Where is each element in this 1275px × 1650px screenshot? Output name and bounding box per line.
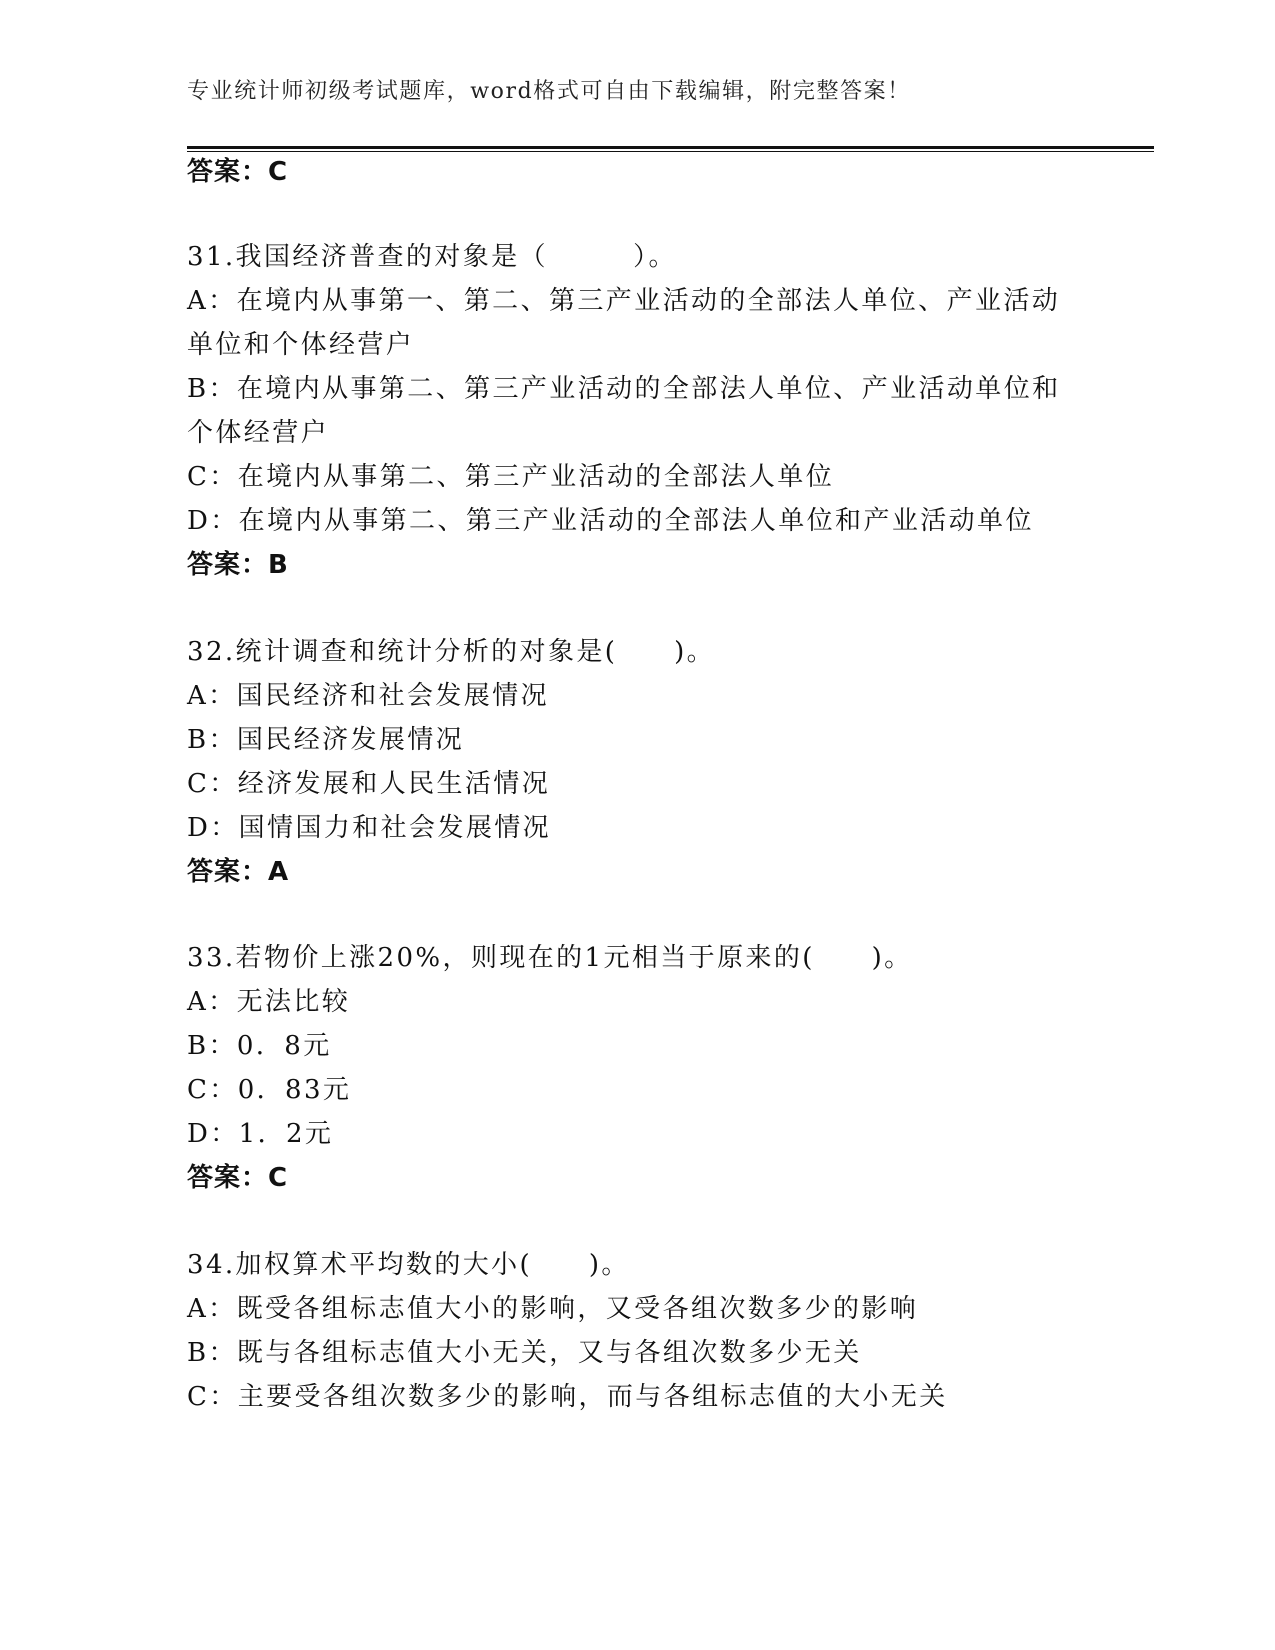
question-31-answer: 答案：B xyxy=(187,550,289,580)
question-31-option-b-cont: 个体经营户 xyxy=(187,418,330,448)
question-31-option-b: B：在境内从事第二、第三产业活动的全部法人单位、产业活动单位和 xyxy=(187,374,1061,404)
header-rule-thin xyxy=(187,151,1154,152)
question-31-stem: 31.我国经济普查的对象是（ ）。 xyxy=(187,242,677,272)
question-33-option-c: C：0．83元 xyxy=(187,1075,352,1105)
question-33-option-d: D：1．2元 xyxy=(187,1119,334,1149)
header-rule-thick xyxy=(187,146,1154,149)
question-33-option-a: A：无法比较 xyxy=(187,987,351,1017)
question-34-option-b: B：既与各组标志值大小无关，又与各组次数多少无关 xyxy=(187,1338,862,1368)
question-33-answer: 答案：C xyxy=(187,1163,289,1193)
question-32-option-d: D：国情国力和社会发展情况 xyxy=(187,813,552,843)
question-33-option-b: B：0．8元 xyxy=(187,1031,332,1061)
question-34-option-c: C：主要受各组次数多少的影响，而与各组标志值的大小无关 xyxy=(187,1382,948,1412)
previous-answer: 答案：C xyxy=(187,157,289,187)
question-32-option-c: C：经济发展和人民生活情况 xyxy=(187,769,551,799)
question-34-option-a: A：既受各组标志值大小的影响，又受各组次数多少的影响 xyxy=(187,1294,919,1324)
question-32-stem: 32.统计调查和统计分析的对象是( )。 xyxy=(187,637,716,667)
question-34-stem: 34.加权算术平均数的大小( )。 xyxy=(187,1250,630,1280)
question-32-answer: 答案：A xyxy=(187,857,290,887)
question-32-option-b: B：国民经济发展情况 xyxy=(187,725,465,755)
question-32-option-a: A：国民经济和社会发展情况 xyxy=(187,681,549,711)
question-31-option-a: A：在境内从事第一、第二、第三产业活动的全部法人单位、产业活动 xyxy=(187,286,1061,316)
question-31-option-d: D：在境内从事第二、第三产业活动的全部法人单位和产业活动单位 xyxy=(187,506,1034,536)
question-31-option-c: C：在境内从事第二、第三产业活动的全部法人单位 xyxy=(187,462,835,492)
page-header: 专业统计师初级考试题库，word格式可自由下载编辑，附完整答案！ xyxy=(187,79,911,104)
question-33-stem: 33.若物价上涨20%，则现在的1元相当于原来的( )。 xyxy=(187,943,913,973)
question-31-option-a-cont: 单位和个体经营户 xyxy=(187,330,415,360)
